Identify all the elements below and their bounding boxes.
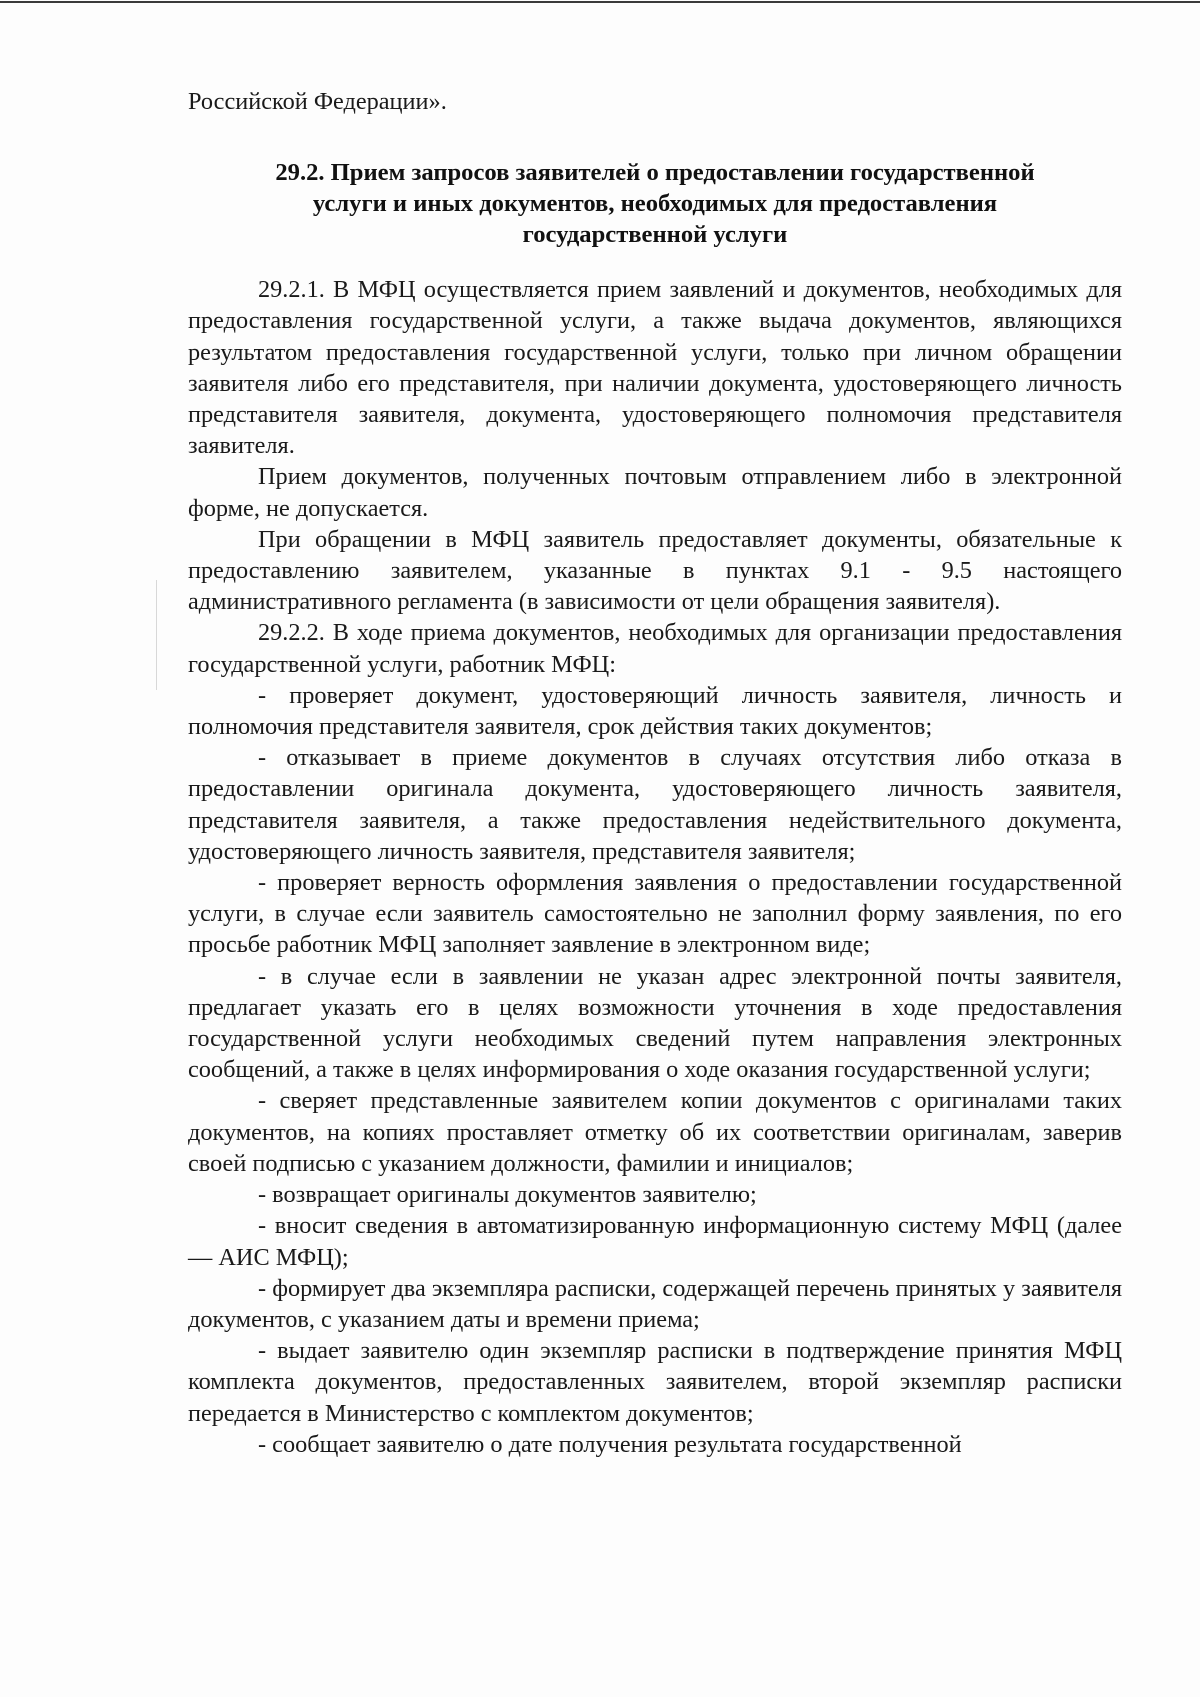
list-item: - сверяет представленные заявителем копии документов с оригиналами таких документов, на копиях проставляет отметку об их соответствии оригиналам, заверив своей подписью с указанием должности, фамилии и инициалов; [188, 1087, 1122, 1177]
scan-margin-mark [156, 580, 157, 690]
document-text [188, 86, 1122, 1460]
list-item: - формирует два экземпляра расписки, содержащей перечень принятых у заявителя документов, с указанием даты и времени приема; [188, 1274, 1122, 1333]
list-item: - сообщает заявителю о дате получения результата государственной [258, 1430, 962, 1458]
paragraph: 29.2.1. В МФЦ осуществляется прием заявлений и документов, необходимых для предоставления государственной услуги, а также выдача документов, являющихся результатом предоставления государственной услуги, только при личном обращении заявителя либо его представителя, при наличии документа, удостоверяющего личность представителя заявителя, документа, удостоверяющего полномочия представителя заявителя. [188, 276, 1122, 460]
list-item: - проверяет верность оформления заявления о предоставлении государственной услуги, в случае если заявитель самостоятельно не заполнил форму заявления, по его просьбе работник МФЦ заполняет заявление в электронном виде; [188, 869, 1122, 959]
list-item: - вносит сведения в автоматизированную информационную систему МФЦ (далее — АИС МФЦ); [188, 1212, 1122, 1271]
list-item: - проверяет документ, удостоверяющий личность заявителя, личность и полномочия представителя заявителя, срок действия таких документов; [188, 681, 1122, 741]
continuation-line: Российской Федерации». [188, 88, 447, 115]
list-item: - выдает заявителю один экземпляр расписки в подтверждение принятия МФЦ комплекта документов, предоставленных заявителем, второй экземпляр расписки передается в Министерство с комплектом документов; [188, 1337, 1122, 1427]
paragraph: Прием документов, полученных почтовым отправлением либо в электронной форме, не допускается. [188, 463, 1122, 522]
paragraph: При обращении в МФЦ заявитель предоставляет документы, обязательные к предоставлению заявителем, указанные в пунктах 9.1 - 9.5 настоящего административного регламента (в зависимости от цели обращения заявителя). [188, 525, 1122, 616]
section-heading: 29.2. Прием запросов заявителей о предоставлении государственной услуги и иных документов, необходимых для предоставления государственной услуги [275, 159, 1035, 249]
list-item: - в случае если в заявлении не указан адрес электронной почты заявителя, предлагает указать его в целях возможности уточнения в ходе предоставления государственной услуги необходимых сведений путем направления электронных сообщений, а также в целях информирования о ходе оказания государственной услуги; [188, 962, 1122, 1084]
list-item: - возвращает оригиналы документов заявителю; [258, 1181, 757, 1209]
list-item: - отказывает в приеме документов в случаях отсутствия либо отказа в предоставлении оригинала документа, удостоверяющего личность заявителя, представителя заявителя, а также предоставления недействительного документа, удостоверяющего личность заявителя, представителя заявителя; [188, 744, 1122, 865]
paragraph: 29.2.2. В ходе приема документов, необходимых для организации предоставления государственной услуги, работник МФЦ: [188, 619, 1122, 678]
top-border-line [0, 1, 1200, 3]
